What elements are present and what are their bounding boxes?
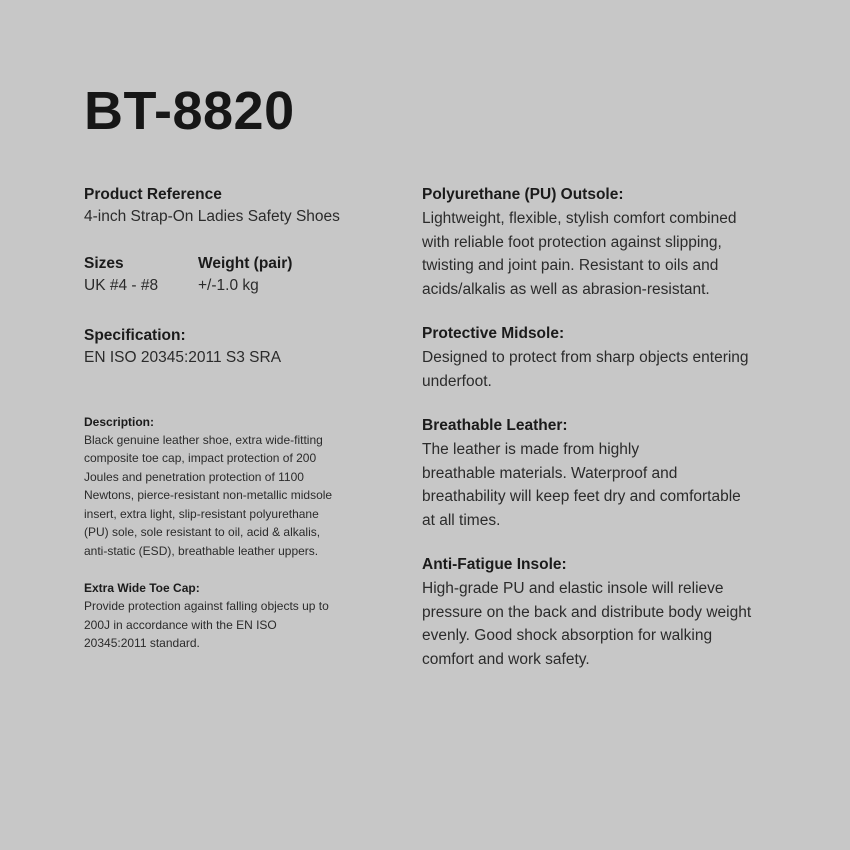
weight-value: +/-1.0 kg (198, 276, 259, 294)
specification-heading: Specification: (84, 327, 186, 344)
description-line: Black genuine leather shoe, extra wide-fitting (84, 432, 323, 447)
insole-line: evenly. Good shock absorption for walking (422, 627, 713, 644)
outsole-line: acids/alkalis as well as abrasion-resistant. (422, 280, 710, 298)
leather-line: The leather is made from highly (422, 441, 640, 458)
leather-section (422, 415, 782, 532)
midsole-line: underfoot. (422, 372, 492, 390)
description-line: Joules and penetration protection of 1100 (84, 469, 304, 484)
description-heading: Description: (84, 414, 155, 429)
toe-cap-text (84, 597, 374, 653)
toe-cap-heading: Extra Wide Toe Cap: (84, 581, 200, 595)
product-reference-value: 4-inch Strap-On Ladies Safety Shoes (84, 208, 340, 225)
sizes-heading: Sizes (84, 254, 124, 272)
outsole-line: twisting and joint pain. Resistant to oils and (422, 257, 719, 274)
weight-heading: Weight (pair) (198, 254, 293, 272)
leather-heading: Breathable Leather: (422, 417, 568, 434)
specification-value: EN ISO 20345:2011 S3 SRA (84, 349, 282, 366)
midsole-line: Designed to protect from sharp objects entering (422, 349, 749, 366)
specification-section (84, 325, 374, 370)
sizes-weight-row (84, 253, 374, 298)
toe-cap-line: 20345:2011 standard. (84, 636, 200, 650)
description-line: composite toe cap, impact protection of 200 (84, 451, 317, 465)
insole-line: High-grade PU and elastic insole will relieve (422, 580, 724, 597)
leather-line: at all times. (422, 511, 501, 529)
product-reference-heading: Product Reference (84, 186, 222, 203)
insole-line: comfort and work safety. (422, 650, 590, 668)
toe-cap-line: Provide protection against falling objects up to (84, 599, 329, 613)
leather-line: breathable materials. Waterproof and (422, 464, 678, 482)
description-line: insert, extra light, slip-resistant polyurethane (84, 506, 319, 521)
midsole-section (422, 323, 782, 393)
insole-heading: Anti-Fatigue Insole: (422, 556, 567, 573)
description-text (84, 431, 374, 561)
midsole-heading: Protective Midsole: (422, 325, 565, 342)
description-line: (PU) sole, sole resistant to oil, acid & alkalis, (84, 525, 321, 539)
description-line: anti-static (ESD), breathable leather uppers. (84, 543, 319, 558)
toe-cap-line: 200J in accordance with the EN ISO (84, 617, 277, 632)
leather-line: breathability will keep feet dry and comfortable (422, 488, 741, 505)
toe-cap-section (84, 580, 374, 653)
description-line: Newtons, pierce-resistant non-metallic midsole (84, 488, 333, 502)
sizes-section (84, 253, 198, 298)
outsole-line: with reliable foot protection against slipping, (422, 233, 722, 251)
product-reference-section (84, 184, 374, 229)
insole-line: pressure on the back and distribute body weight (422, 603, 752, 621)
right-column (422, 184, 782, 693)
weight-section (198, 253, 358, 298)
outsole-section (422, 184, 782, 301)
outsole-heading: Polyurethane (PU) Outsole: (422, 186, 624, 203)
left-column (84, 184, 374, 653)
insole-section (422, 554, 782, 671)
sizes-value: UK #4 - #8 (84, 276, 159, 294)
product-code-title: BT-8820 (84, 81, 295, 141)
outsole-line: Lightweight, flexible, stylish comfort combined (422, 210, 737, 227)
description-section (84, 414, 374, 561)
